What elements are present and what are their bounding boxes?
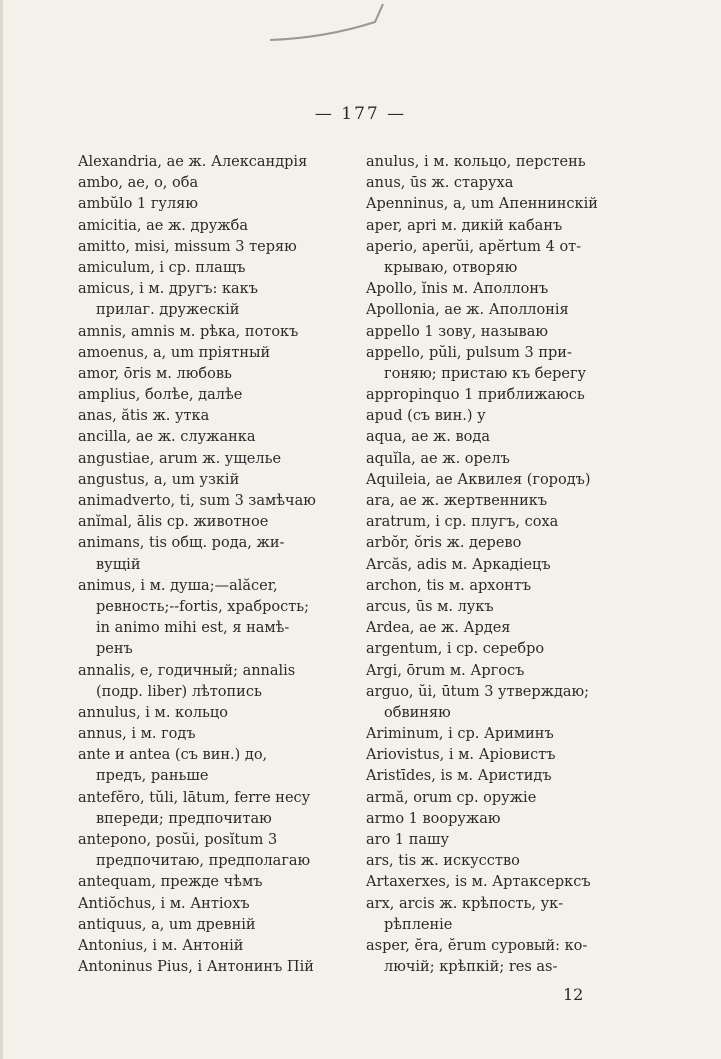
dictionary-entry: Aristīdes, is м. Аристидъ — [366, 768, 552, 785]
dictionary-entry: Argi, ōrum м. Аргосъ — [366, 662, 525, 679]
dictionary-entry: aqua, ae ж. вода — [366, 429, 490, 446]
dictionary-entry: amplius, болѣе, далѣе — [78, 387, 243, 404]
dictionary-entry: angustiae, arum ж. ущелье — [78, 450, 282, 467]
dictionary-entry: argentum, i ср. серебро — [366, 641, 545, 658]
dictionary-entry: Alexandria, ae ж. Александрія — [78, 154, 308, 170]
dictionary-entry: Antiŏchus, i м. Антіохъ — [78, 895, 250, 912]
dictionary-entry: amor, ōris м. любовь — [78, 365, 232, 382]
dictionary-entry: amitto, misi, missum 3 теряю — [78, 238, 297, 255]
right-column — [366, 152, 661, 978]
dictionary-entry: Aquileia, ae Аквилея (городъ) — [366, 471, 591, 488]
dictionary-entry: animadverto, ti, sum 3 замѣчаю — [78, 493, 316, 509]
dictionary-entry: aro 1 пашу — [366, 832, 450, 848]
dictionary-entry: annus, i м. годъ — [78, 726, 196, 743]
dictionary-entry: appropinquo 1 приближаюсь — [366, 387, 585, 404]
dictionary-entry: Apollo, ĭnis м. Аполлонъ — [366, 281, 549, 298]
entry-continuation: прилаг. дружескій — [96, 302, 240, 319]
dictionary-entry: arcus, ūs м. лукъ — [366, 598, 494, 615]
dictionary-entry: Arcăs, adis м. Аркадіецъ — [366, 556, 551, 573]
entry-continuation: предъ, раньше — [96, 768, 209, 785]
dictionary-entry: angustus, a, um узкій — [78, 471, 240, 488]
dictionary-entry: anĭmal, ālis ср. животное — [78, 514, 269, 531]
dictionary-entry: ambo, ae, o, оба — [78, 175, 199, 192]
left-column — [78, 152, 348, 978]
dictionary-entry: ancilla, ae ж. служанка — [78, 429, 256, 446]
dictionary-entry: appello, pŭli, pulsum 3 при- — [366, 344, 572, 361]
entry-continuation: предпочитаю, предполагаю — [96, 853, 311, 870]
pencil-mark — [265, 0, 405, 50]
dictionary-entry: Apenninus, a, um Апеннинскій — [366, 196, 598, 213]
dictionary-entry: aper, apri м. дикій кабанъ — [366, 217, 563, 234]
dictionary-entry: animus, i м. душа;—alăcer, — [78, 577, 278, 594]
dictionary-entry: asper, ĕra, ĕrum суровый: ко- — [366, 937, 588, 954]
entry-continuation: впереди; предпочитаю — [96, 810, 272, 827]
page-number: — 177 — — [314, 104, 407, 124]
dictionary-entry: apud (съ вин.) у — [366, 408, 486, 425]
dictionary-entry: aperio, aperŭi, apĕrtum 4 от- — [366, 238, 582, 255]
dictionary-entry: antequam, прежде чѣмъ — [78, 874, 263, 891]
dictionary-entry: aquĭla, ae ж. орелъ — [366, 450, 510, 467]
entry-continuation: вущій — [96, 556, 141, 573]
dictionary-entry: animans, tis общ. рода, жи- — [78, 535, 285, 552]
dictionary-entry: arguo, ŭi, ūtum 3 утверждаю; — [366, 683, 590, 700]
entry-continuation: лючій; крѣпкій; res as- — [384, 959, 558, 976]
dictionary-entry: Ariminum, i ср. Ариминъ — [366, 726, 554, 743]
dictionary-entry: armo 1 вооружаю — [366, 810, 501, 827]
dictionary-entry: Antonius, i м. Антоній — [78, 937, 244, 954]
entry-continuation: (подр. liber) лѣтопись — [96, 683, 262, 700]
signature-mark: 12 — [563, 985, 584, 1004]
dictionary-entry: armă, orum ср. оружіе — [366, 789, 537, 806]
dictionary-entry: Antoninus Pius, i Антонинъ Пій — [78, 959, 314, 976]
dictionary-entry: amiculum, i ср. плащъ — [78, 259, 246, 276]
dictionary-entry: anas, ătis ж. утка — [78, 408, 210, 425]
dictionary-entry: Ariovistus, i м. Аріовистъ — [366, 747, 556, 764]
dictionary-entry: antefĕro, tŭli, lātum, ferre несу — [78, 789, 311, 806]
dictionary-entry: anulus, i м. кольцо, перстень — [366, 154, 586, 170]
dictionary-entry: antepono, posŭi, posĭtum 3 — [78, 832, 278, 848]
dictionary-entry: amicitia, ae ж. дружба — [78, 217, 248, 234]
dictionary-entry: ambŭlo 1 гуляю — [78, 196, 198, 213]
dictionary-entry: ara, ae ж. жертвенникъ — [366, 493, 548, 509]
entry-continuation: крываю, отворяю — [384, 259, 518, 276]
dictionary-entry: ante и antea (съ вин.) до, — [78, 747, 268, 764]
dictionary-entry: antiquus, a, um древній — [78, 916, 256, 933]
entry-continuation: обвиняю — [384, 704, 451, 721]
dictionary-entry: Ardea, ae ж. Ардея — [366, 620, 511, 637]
dictionary-entry: appello 1 зову, называю — [366, 323, 548, 340]
dictionary-entry: Apollonia, ae ж. Аполлонія — [366, 302, 569, 319]
entry-continuation: ревность;--fortis, храбрость; — [96, 598, 310, 615]
dictionary-entry: amnis, amnis м. рѣка, потокъ — [78, 323, 299, 340]
dictionary-entry: arx, arcis ж. крѣпость, ук- — [366, 895, 564, 912]
dictionary-entry: annalis, e, годичный; annalis — [78, 662, 296, 679]
dictionary-entry: Artaxerxes, is м. Артаксерксъ — [366, 874, 591, 891]
dictionary-entry: ars, tis ж. искусство — [366, 853, 520, 870]
dictionary-entry: archon, tis м. архонтъ — [366, 577, 532, 594]
dictionary-entry: aratrum, i ср. плугъ, соха — [366, 514, 559, 531]
dictionary-entry: amoenus, a, um пріятный — [78, 344, 271, 361]
dictionary-entry: arbŏr, ŏris ж. дерево — [366, 535, 522, 552]
entry-continuation: in animo mihi est, я намѣ- — [96, 620, 290, 637]
entry-continuation: рѣпленіе — [384, 916, 453, 933]
entry-continuation: ренъ — [96, 641, 133, 658]
dictionary-entry: annulus, i м. кольцо — [78, 704, 228, 721]
dictionary-entry: amicus, i м. другъ: какъ — [78, 281, 258, 298]
entry-continuation: гоняю; пристаю къ берегу — [384, 365, 587, 382]
dictionary-entry: anus, ūs ж. старуха — [366, 175, 514, 192]
